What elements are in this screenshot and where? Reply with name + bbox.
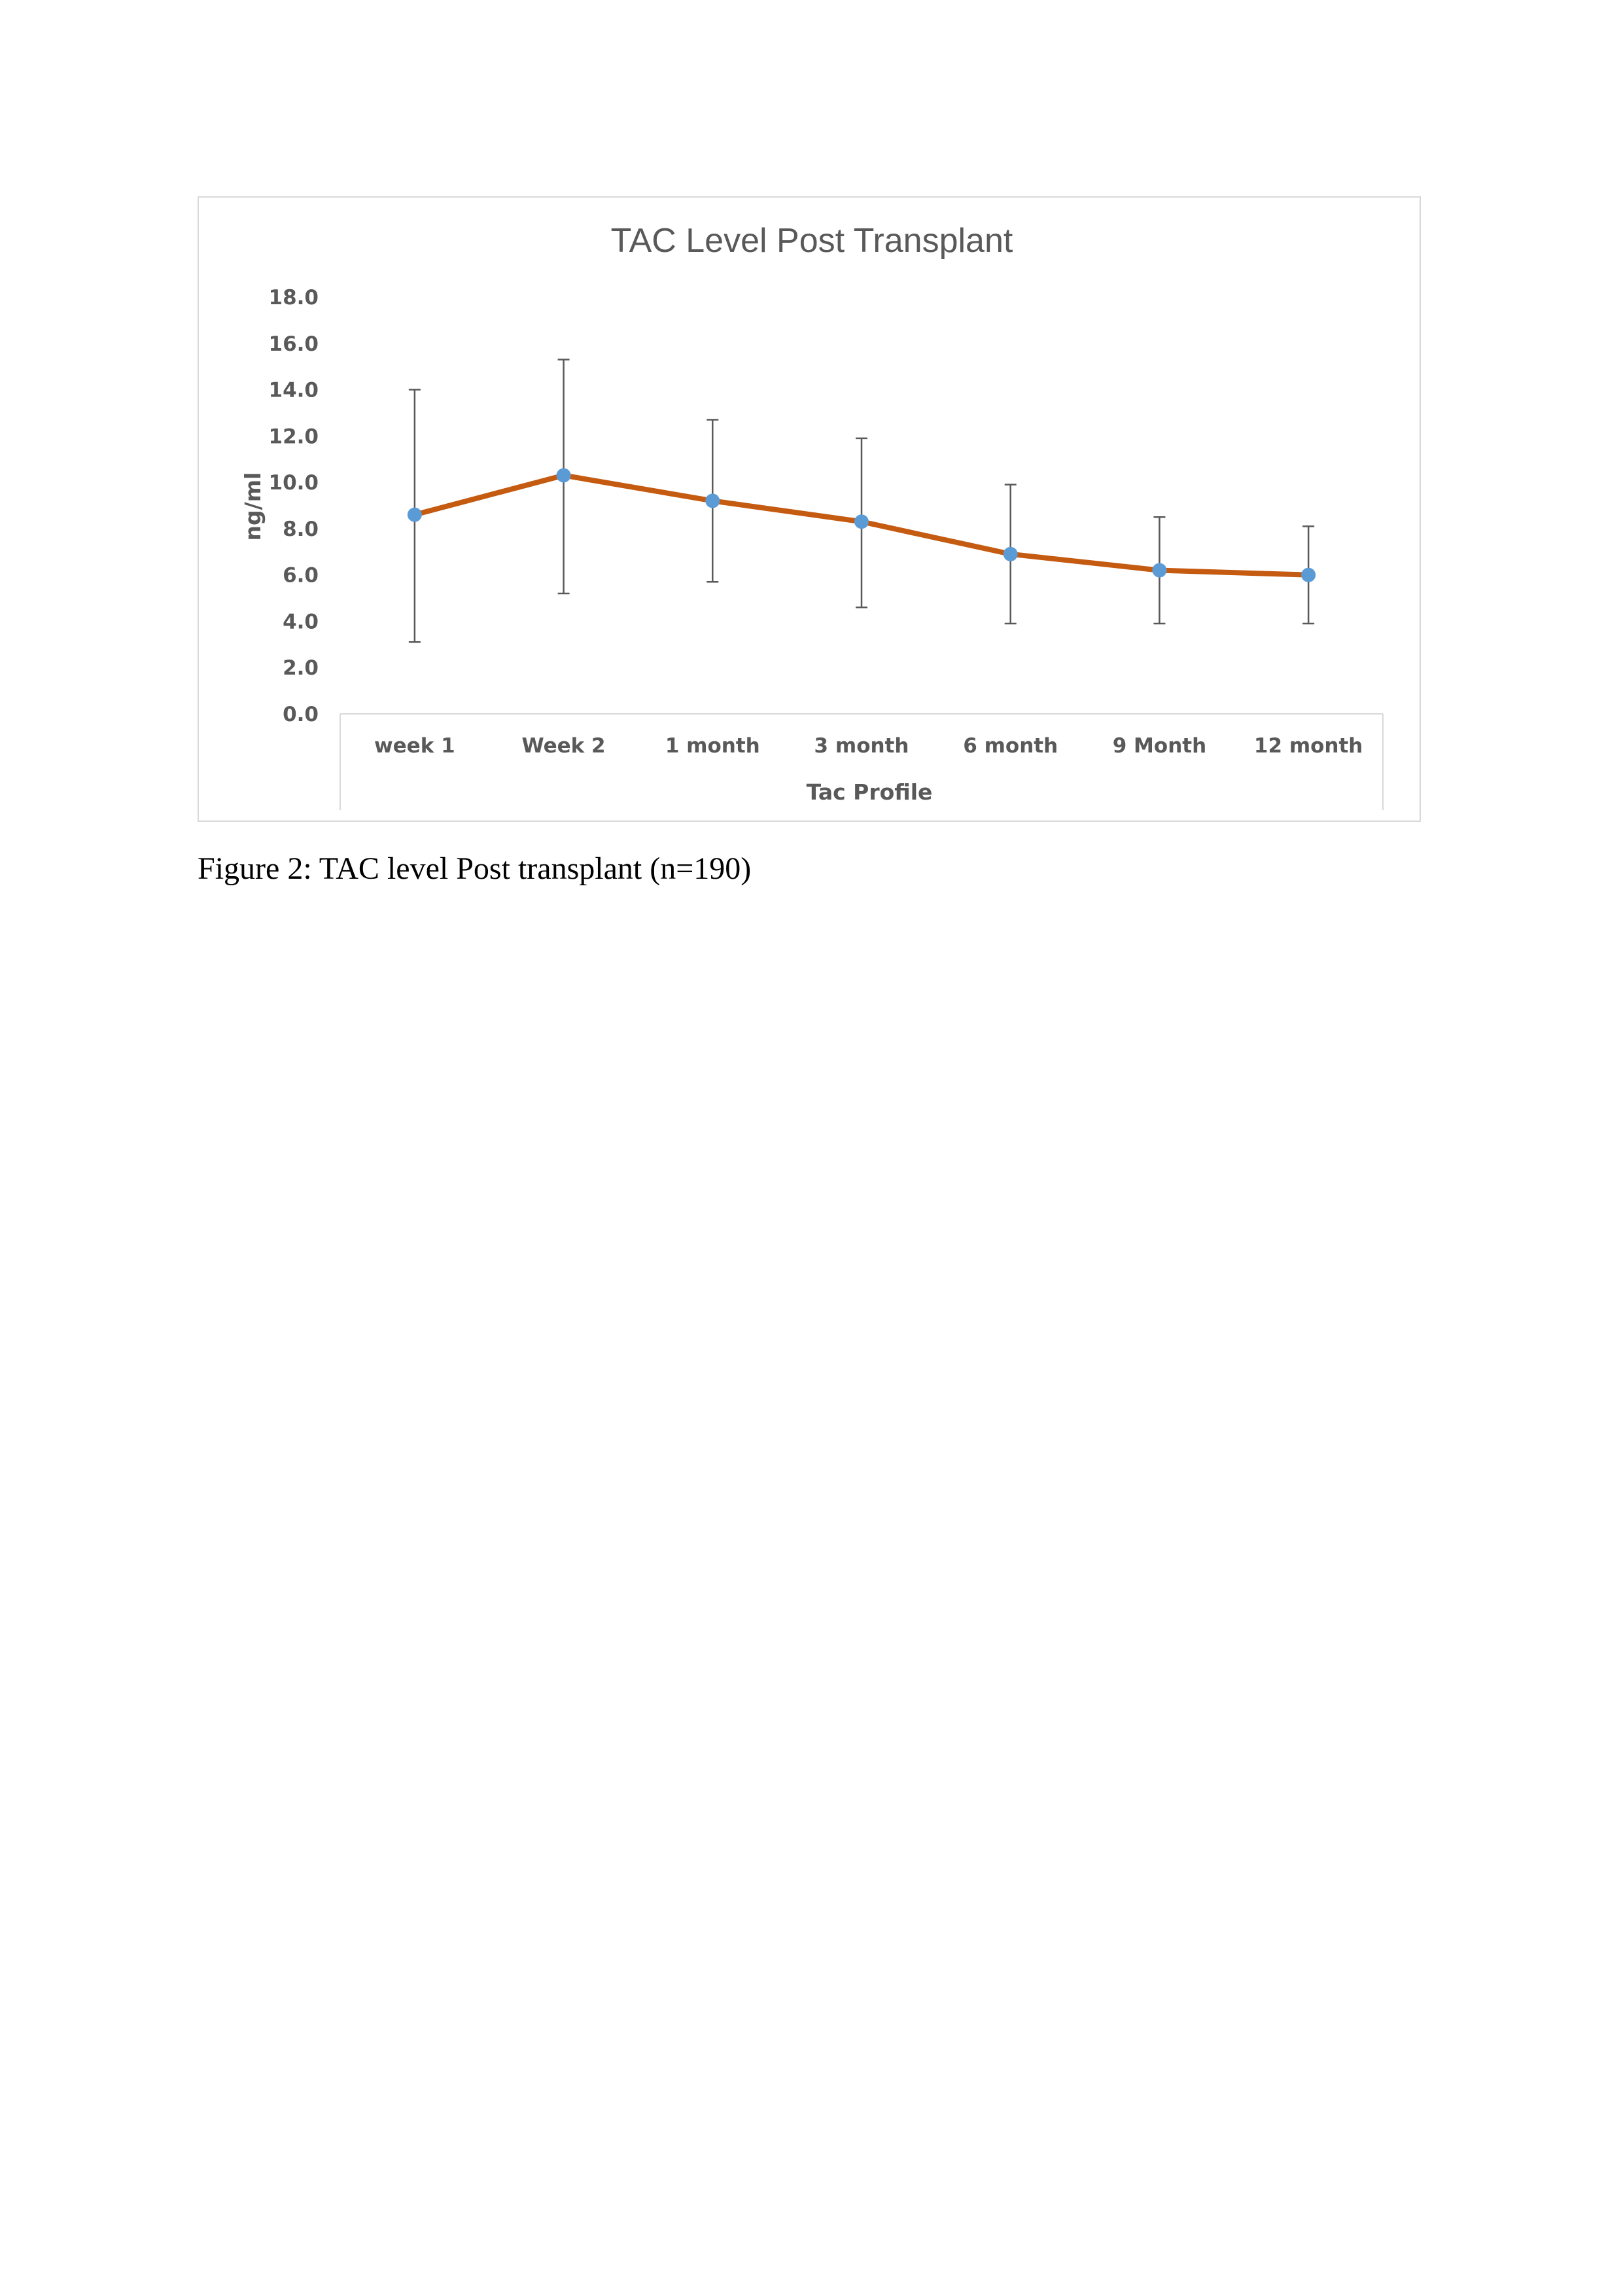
x-axis-title: Tac Profile	[806, 779, 933, 805]
y-tick-label: 6.0	[283, 563, 319, 588]
data-point	[854, 514, 869, 529]
data-point	[557, 468, 571, 482]
data-point	[1301, 568, 1316, 582]
x-tick-label: 6 month	[963, 734, 1058, 758]
y-tick-label: 14.0	[268, 378, 319, 402]
y-axis-title: ng/ml	[240, 472, 266, 541]
x-tick-label: 1 month	[665, 734, 760, 758]
y-tick-label: 4.0	[283, 610, 319, 634]
chart-title: TAC Level Post Transplant	[610, 222, 1013, 260]
y-tick-label: 8.0	[283, 517, 319, 541]
figure-caption: Figure 2: TAC level Post transplant (n=190)	[198, 851, 752, 886]
data-point	[408, 508, 422, 522]
x-tick-label: 12 month	[1253, 734, 1363, 758]
chart-container	[198, 196, 1421, 822]
line-chart	[199, 198, 1422, 823]
data-point	[705, 493, 720, 508]
y-tick-label: 16.0	[268, 332, 319, 356]
x-tick-label: 9 Month	[1112, 734, 1207, 758]
data-point	[1003, 547, 1018, 561]
y-axis-tick-labels	[269, 286, 319, 726]
y-tick-label: 12.0	[268, 425, 319, 449]
x-tick-label: week 1	[374, 734, 455, 758]
error-bars	[409, 360, 1314, 643]
y-tick-label: 2.0	[283, 656, 319, 680]
y-tick-label: 18.0	[268, 286, 319, 309]
y-tick-label: 0.0	[283, 703, 319, 726]
y-tick-label: 10.0	[268, 471, 319, 495]
x-tick-label: Week 2	[521, 734, 606, 758]
x-tick-label: 3 month	[814, 734, 909, 758]
data-point	[1152, 563, 1166, 578]
